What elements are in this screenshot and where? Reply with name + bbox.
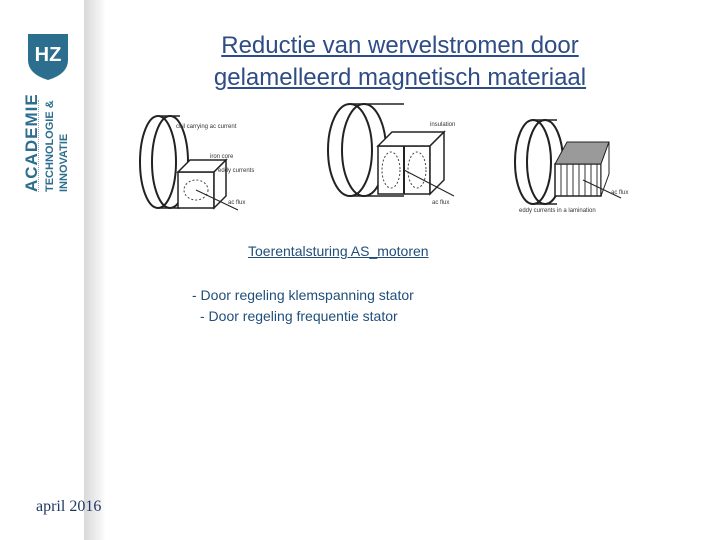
logo-text: HZ — [34, 44, 62, 66]
label-eddy: eddy currents — [218, 168, 255, 174]
figure-solid-core — [118, 100, 258, 218]
figure-split-core — [314, 100, 474, 218]
slide-title — [150, 30, 650, 94]
sidebar-shade — [84, 0, 106, 540]
title-line-1: Reductie van wervelstromen door — [221, 32, 579, 59]
hz-logo-icon — [22, 30, 74, 82]
label-insulation: insulation — [430, 122, 456, 128]
logo-academie: ACADEMIE — [22, 93, 41, 192]
label-coil: coil carrying ac current — [176, 124, 237, 130]
label-flux-left: ac flux — [228, 200, 246, 206]
label-lamination: eddy currents in a lamination — [519, 208, 596, 214]
label-flux-right: ac flux — [611, 190, 629, 196]
section-subtitle: Toerentalsturing AS_motoren — [248, 243, 429, 259]
label-flux-middle: ac flux — [432, 200, 450, 206]
bullet-item: - Door regeling frequentie stator — [200, 308, 398, 324]
logo-line1: TECHNOLOGIE & — [44, 100, 56, 192]
figure-laminated-core — [505, 100, 645, 218]
label-iron-core: iron core — [210, 154, 234, 160]
logo-line2: INNOVATIE — [58, 133, 70, 192]
footer-date: april 2016 — [36, 498, 102, 515]
bullet-item: - Door regeling klemspanning stator — [192, 287, 414, 303]
title-line-2: gelamelleerd magnetisch materiaal — [213, 64, 587, 91]
